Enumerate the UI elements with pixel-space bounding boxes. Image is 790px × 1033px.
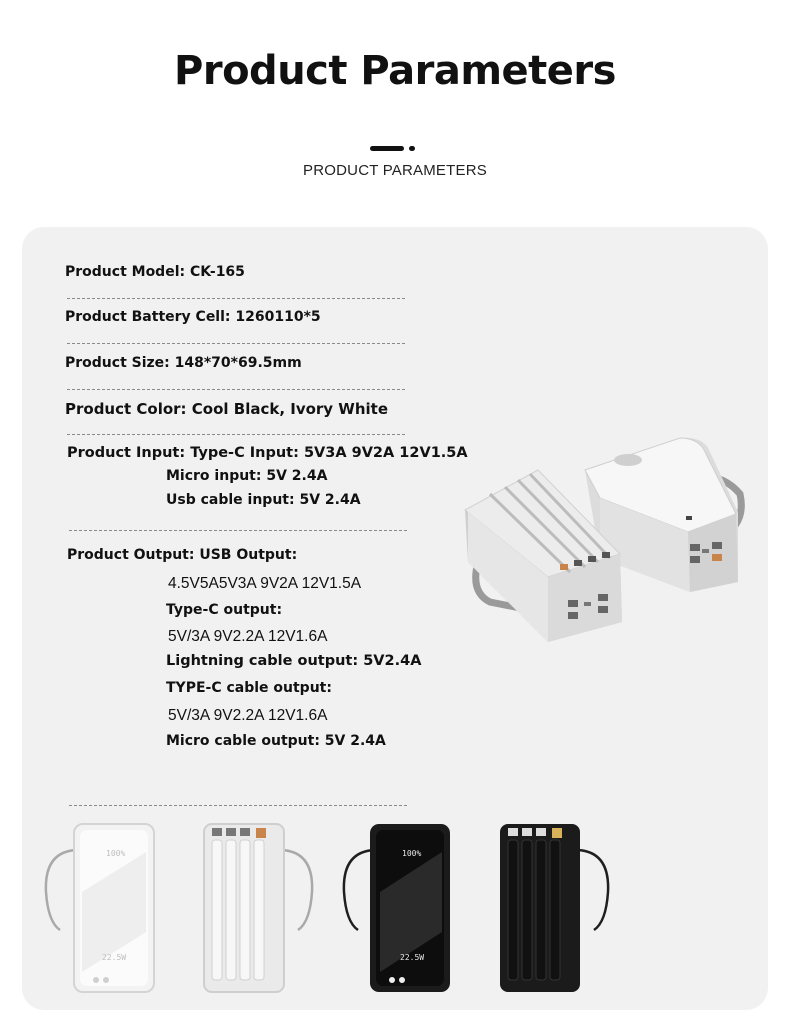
page-title: Product Parameters [174, 48, 616, 94]
divider [69, 805, 407, 806]
power-bank-pair-illustration [460, 432, 750, 647]
black-power-bank-cables-icon [496, 822, 616, 994]
white-power-bank-cables-icon [200, 822, 320, 994]
spec-output-micro-cable: Micro cable output: 5V 2.4A [166, 733, 386, 749]
white-power-bank-front-icon [40, 822, 160, 994]
spec-output-typec-cable-label: TYPE-C cable output: [166, 680, 332, 696]
page-subtitle: PRODUCT PARAMETERS [303, 162, 487, 179]
divider [69, 530, 407, 531]
spec-model: Product Model: CK-165 [65, 264, 245, 280]
title-divider-dot [409, 146, 415, 151]
spec-input: Product Input: Type-C Input: 5V3A 9V2A 12V1.5A [67, 445, 468, 461]
title-divider-bar [370, 146, 404, 151]
spec-output-typec-label: Type-C output: [166, 602, 283, 618]
battery-percent-readout: 100% [106, 849, 126, 858]
divider [67, 298, 405, 299]
divider [67, 389, 405, 390]
spec-output-usb-values: 4.5V5A5V3A 9V2A 12V1.5A [168, 575, 362, 592]
spec-color: Product Color: Cool Black, Ivory White [65, 400, 389, 418]
power-readout: 22.5W [102, 953, 127, 962]
spec-output-lightning: Lightning cable output: 5V2.4A [166, 653, 422, 669]
battery-percent-readout: 100% [402, 849, 422, 858]
spec-output-typec-cable-values: 5V/3A 9V2.2A 12V1.6A [168, 707, 328, 724]
spec-input-usb-cable: Usb cable input: 5V 2.4A [166, 492, 361, 508]
spec-size: Product Size: 148*70*69.5mm [65, 355, 302, 371]
divider [67, 343, 405, 344]
power-readout: 22.5W [400, 953, 425, 962]
spec-output: Product Output: USB Output: [67, 547, 298, 563]
black-power-bank-front-icon [340, 822, 460, 994]
spec-battery-cell: Product Battery Cell: 1260110*5 [65, 309, 321, 325]
divider [67, 434, 405, 435]
spec-input-micro: Micro input: 5V 2.4A [166, 468, 328, 484]
spec-output-typec-values: 5V/3A 9V2.2A 12V1.6A [168, 628, 328, 645]
